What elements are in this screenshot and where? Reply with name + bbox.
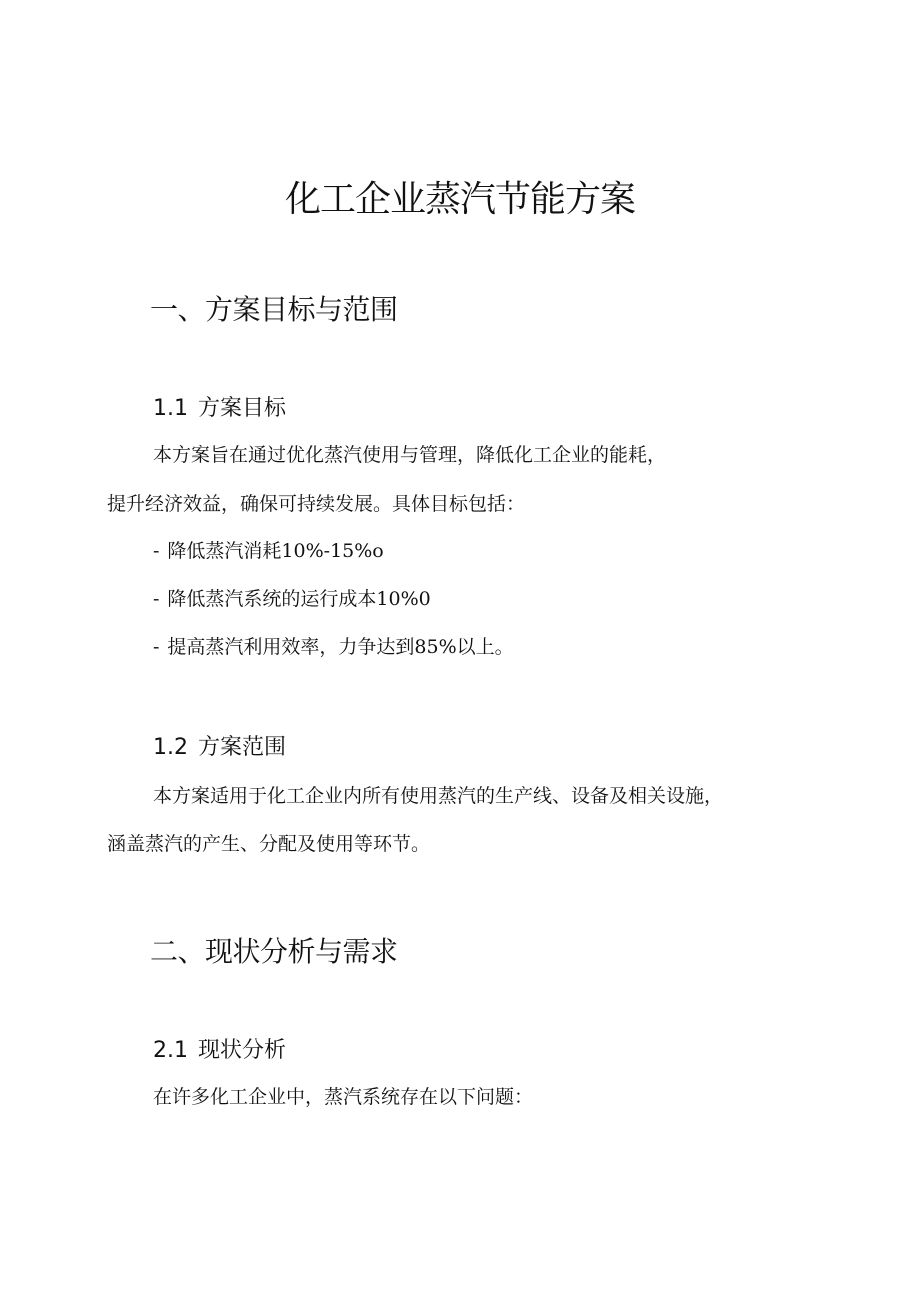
paragraph-line: 本方案适用于化工企业内所有使用蒸汽的生产线、设备及相关设施， <box>153 785 724 807</box>
list-marker: - <box>153 636 160 658</box>
subsection-number: 1.1 <box>153 396 188 421</box>
list-item-text: 降低蒸汽系统的运行成本10%0 <box>167 588 431 610</box>
section-1-heading: 一、方案目标与范围 <box>150 293 398 326</box>
document-title: 化工企业蒸汽节能方案 <box>284 179 635 220</box>
subsection-title: 现状分析 <box>198 1038 287 1063</box>
subsection-1-1-heading <box>153 394 286 424</box>
list-item-text: 提高蒸汽利用效率，力争达到85%以上。 <box>167 636 514 658</box>
list-marker: - <box>153 540 160 562</box>
paragraph-line: 提升经济效益，确保可持续发展。具体目标包括： <box>107 493 526 515</box>
subsection-number: 2.1 <box>153 1038 188 1063</box>
subsection-title: 方案范围 <box>198 735 287 760</box>
section-2-heading: 二、现状分析与需求 <box>150 935 398 968</box>
paragraph-line: 涵盖蒸汽的产生、分配及使用等环节。 <box>107 833 431 855</box>
subsection-2-1-heading <box>153 1036 286 1066</box>
list-marker: - <box>153 588 160 610</box>
list-item <box>153 585 431 613</box>
list-item <box>153 537 384 565</box>
paragraph-line: 在许多化工企业中，蒸汽系统存在以下问题： <box>153 1086 534 1108</box>
subsection-title: 方案目标 <box>198 396 287 421</box>
subsection-1-2-heading <box>153 733 286 763</box>
subsection-number: 1.2 <box>153 735 188 760</box>
paragraph-line: 本方案旨在通过优化蒸汽使用与管理，降低化工企业的能耗， <box>153 444 667 466</box>
list-item <box>153 633 514 661</box>
list-item-text: 降低蒸汽消耗10%-15%o <box>167 540 384 562</box>
